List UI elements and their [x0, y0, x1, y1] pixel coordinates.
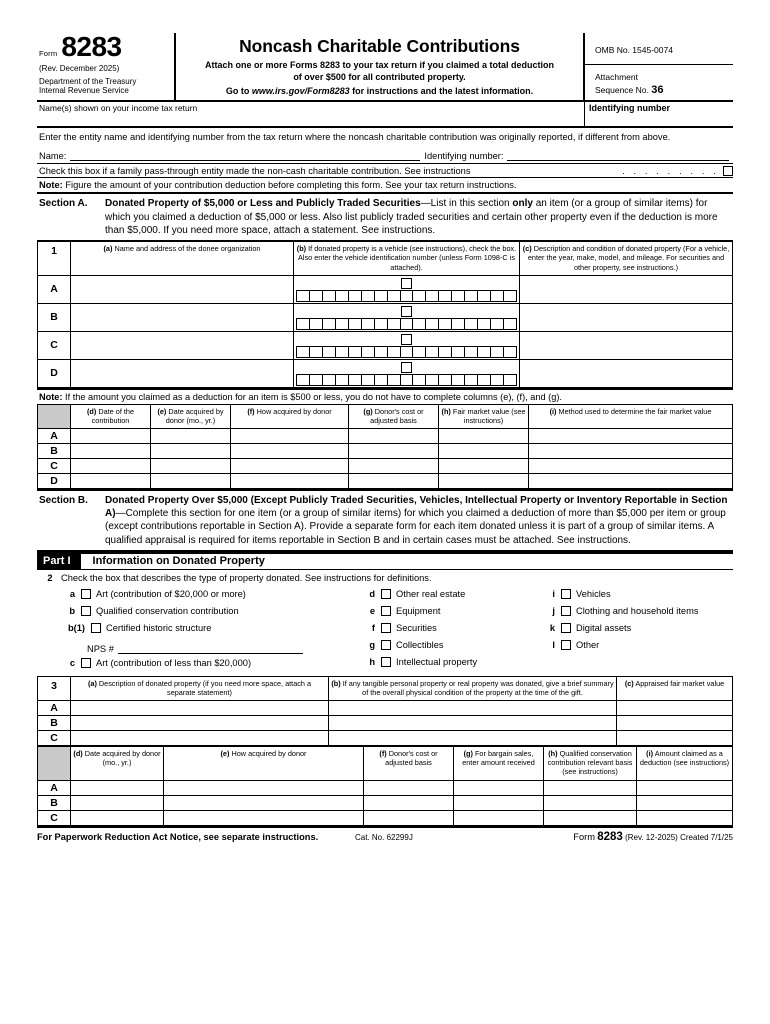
footer-created: Created 7/1/25 [680, 832, 733, 842]
entity-name-row [37, 150, 733, 161]
omb-number: OMB No. 1545-0074 [585, 33, 733, 65]
row-c-donee-input[interactable] [71, 331, 294, 359]
t4-col-f-text: Donor's cost or adjusted basis [385, 749, 438, 768]
checkbox-column-1 [61, 585, 361, 671]
t4-a-f[interactable] [364, 780, 454, 795]
footer-form-number: 8283 [597, 830, 623, 843]
t4-col-e-header [164, 747, 364, 780]
col-a-header [71, 242, 294, 275]
row2-d-h[interactable] [439, 473, 529, 488]
t4-b-f[interactable] [364, 795, 454, 810]
property-type-checkboxes [37, 583, 733, 676]
line3-c-desc[interactable] [71, 731, 329, 746]
table-row [38, 795, 733, 810]
page-title: Noncash Charitable Contributions [239, 36, 520, 56]
goto-suffix: for instructions and the latest information. [352, 86, 534, 97]
row2-d-f[interactable] [231, 473, 349, 488]
t4-a-i[interactable] [637, 780, 733, 795]
t4-b-e[interactable] [164, 795, 364, 810]
form-header [37, 33, 733, 102]
line3-c-cond[interactable] [329, 731, 617, 746]
t4-col-e-text: How acquired by donor [231, 749, 307, 759]
row2-b-e[interactable] [151, 443, 231, 458]
row2-c-h[interactable] [439, 458, 529, 473]
department-line-1: Department of the Treasury [39, 77, 137, 86]
name-field-cell[interactable] [37, 102, 585, 126]
section-b-title: Donated Property Over $5,000 (Except Publicly Traded Securities, Vehicles, Intellectual Property or Inventory Reportable in Section A) [105, 494, 728, 520]
t4-row-label-b: B [38, 795, 71, 810]
table-row [38, 275, 733, 303]
row-a-vin-grid[interactable] [296, 290, 517, 302]
letter-a: a [69, 588, 75, 599]
nps-input[interactable] [118, 643, 303, 654]
form-footer [37, 826, 733, 843]
col-d-text: Date of the contribution [91, 406, 135, 425]
mid-note-label: Note: [39, 391, 63, 402]
t4-col-d-text: Date acquired by donor (mo., yr.) [84, 749, 161, 768]
checkbox-i[interactable] [561, 589, 571, 599]
entity-id-input[interactable] [507, 150, 729, 161]
taxpayer-name-row [37, 102, 733, 128]
checkbox-g[interactable] [381, 640, 391, 650]
leader-dots: . . . . . . . . . [622, 166, 719, 177]
checkbox-k[interactable] [561, 623, 571, 633]
t4-col-e-label: (e) [220, 749, 230, 759]
identifying-number-cell[interactable] [585, 102, 733, 126]
checkbox-l[interactable] [561, 640, 571, 650]
row-d-donee-input[interactable] [71, 359, 294, 387]
line3-b-desc[interactable] [71, 716, 329, 731]
letter-c: c [69, 657, 75, 668]
checkbox-item-d[interactable] [361, 585, 541, 602]
checkbox-item-b1[interactable] [61, 619, 361, 636]
row-label-a: A [38, 275, 71, 303]
line-3-table [37, 676, 733, 746]
note-text: Figure the amount of your contribution deduction before completing this form. See your tax return instructions. [65, 180, 517, 191]
label-f: Securities [396, 622, 437, 633]
identifying-number-label: Identifying number [589, 103, 670, 114]
col-g-label: (g) [363, 406, 373, 416]
line3-col-b-header [329, 677, 617, 701]
section-a-table-1 [37, 242, 733, 387]
table-row [38, 458, 733, 473]
line3-row-label-b: B [38, 716, 71, 731]
t4-col-i-text: Amount claimed as a deduction (see instructions) [639, 749, 730, 768]
row2-b-d[interactable] [71, 443, 151, 458]
table-row [38, 331, 733, 359]
letter-j: j [552, 605, 555, 616]
row2-d-e[interactable] [151, 473, 231, 488]
row-c-vin-grid[interactable] [296, 346, 517, 358]
nps-label: NPS # [87, 644, 114, 655]
t4-col-d-header [71, 747, 164, 780]
t4-col-i-header [637, 747, 733, 780]
table-row [38, 473, 733, 488]
letter-k: k [549, 622, 555, 633]
col-f-text: How acquired by donor [256, 406, 332, 416]
section-a-table-2 [37, 404, 733, 489]
attachment-label: Attachment [595, 72, 638, 82]
table-row [38, 716, 733, 731]
form-title-block [176, 33, 585, 100]
checkbox-item-h[interactable] [361, 653, 541, 670]
checkbox-f[interactable] [381, 623, 391, 633]
checkbox-column-2 [361, 585, 541, 671]
letter-b1: b(1) [67, 622, 85, 633]
line3-c-fmv[interactable] [617, 731, 733, 746]
row2-c-i[interactable] [529, 458, 733, 473]
t4-b-i[interactable] [637, 795, 733, 810]
t4-c-e[interactable] [164, 810, 364, 825]
checkbox-e[interactable] [381, 606, 391, 616]
goto-instruction [180, 86, 579, 96]
t4-c-f[interactable] [364, 810, 454, 825]
table-row [38, 810, 733, 825]
line3-b-cond[interactable] [329, 716, 617, 731]
entity-name-input[interactable] [70, 150, 420, 161]
line3-a-cond[interactable] [329, 701, 617, 716]
entity-instruction: Enter the entity name and identifying number from the tax return where the noncash charitable contribution was originally reported, if different from above. [39, 132, 671, 143]
line3-col-c-header [617, 677, 733, 701]
row2-c-g[interactable] [349, 458, 439, 473]
t4-b-d[interactable] [71, 795, 164, 810]
section-a-title: Donated Property of $5,000 or Less and Publicly Traded Securities [105, 198, 421, 210]
row-d-vehicle-checkbox[interactable] [401, 362, 412, 373]
checkbox-a[interactable] [81, 589, 91, 599]
letter-d: d [369, 588, 375, 599]
col-h-label: (h) [441, 406, 451, 416]
t4-c-i[interactable] [637, 810, 733, 825]
t4-c-d[interactable] [71, 810, 164, 825]
label-h: Intellectual property [396, 656, 478, 667]
row2-c-e[interactable] [151, 458, 231, 473]
checkbox-item-c[interactable] [61, 654, 361, 671]
checkbox-item-e[interactable] [361, 602, 541, 619]
row-c-description-input[interactable] [520, 331, 733, 359]
line3-col-b-label: (b) [331, 679, 341, 689]
line3-row-label-a: A [38, 701, 71, 716]
table-row [38, 359, 733, 387]
label-l: Other [576, 639, 600, 650]
line-2-row [37, 570, 733, 583]
row2-b-f[interactable] [231, 443, 349, 458]
row-c-vin-cell[interactable] [294, 331, 520, 359]
note-label: Note: [39, 180, 63, 191]
col-d-label: (d) [86, 406, 97, 416]
line3-col-a-label: (a) [87, 679, 97, 689]
t4-row-label-a: A [38, 780, 71, 795]
line3-a-desc[interactable] [71, 701, 329, 716]
label-k: Digital assets [576, 622, 632, 633]
footer-form-word: Form [573, 831, 595, 842]
row2-d-d[interactable] [71, 473, 151, 488]
t4-col-g-label: (g) [463, 749, 473, 759]
checkbox-d[interactable] [381, 589, 391, 599]
t4-row-label-c: C [38, 810, 71, 825]
deduction-note [37, 177, 733, 194]
row2-c-d[interactable] [71, 458, 151, 473]
checkbox-item-i[interactable] [541, 585, 733, 602]
section-a-label: Section A. [39, 198, 88, 210]
section-a-only: only [512, 198, 533, 210]
checkbox-j[interactable] [561, 606, 571, 616]
section-b-label: Section B. [39, 494, 88, 506]
line3-a-fmv[interactable] [617, 701, 733, 716]
corner-cell [38, 404, 71, 428]
label-g: Collectibles [396, 639, 444, 650]
table-row [38, 780, 733, 795]
entity-id-label: Identifying number: [424, 151, 504, 162]
part-1-table-4 [37, 746, 733, 825]
row2-a-d[interactable] [71, 428, 151, 443]
t4-col-g-text: For bargain sales, enter amount received [462, 749, 535, 768]
table-row [38, 443, 733, 458]
omb-block [585, 33, 733, 100]
col-c-label: (c) [522, 244, 532, 254]
col-e-label: (e) [157, 406, 167, 416]
checkbox-item-l[interactable] [541, 636, 733, 653]
checkbox-item-a[interactable] [61, 585, 361, 602]
row2-label-d: D [38, 473, 71, 488]
row2-label-c: C [38, 458, 71, 473]
row-b-vehicle-checkbox[interactable] [401, 306, 412, 317]
col-h-header [439, 404, 529, 428]
row-d-vin-grid[interactable] [296, 374, 517, 386]
form-number: 8283 [61, 31, 122, 62]
col-e-text: Date acquired by donor (mo., yr.) [165, 406, 224, 425]
line-1-number: 1 [38, 242, 71, 275]
checkbox-b1[interactable] [91, 623, 101, 633]
letter-i: i [552, 588, 555, 599]
col-b-text: If donated property is a vehicle (see instructions), check the box. Also enter the vehicle identification number (unless Form 1098-C is attached). [298, 244, 517, 272]
part-1-table-4-header [38, 747, 733, 780]
checkbox-h[interactable] [381, 657, 391, 667]
line-2-number: 2 [47, 573, 53, 584]
t4-col-i-label: (i) [646, 749, 654, 759]
department-line-2: Internal Revenue Service [39, 86, 129, 96]
checkbox-c[interactable] [81, 658, 91, 668]
part-1-title: Information on Donated Property [92, 555, 265, 568]
attach-instruction-line-2: of over $500 for all contributed property. [293, 71, 466, 82]
row2-a-e[interactable] [151, 428, 231, 443]
attach-instruction-line-1: Attach one or more Forms 8283 to your tax return if you claimed a total deduction [204, 60, 555, 70]
t4-col-h-text: Qualified conservation contribution relevant basis (see instructions) [547, 749, 633, 777]
col-g-text: Donor's cost or adjusted basis [370, 406, 424, 425]
col-h-text: Fair market value (see instructions) [452, 406, 526, 425]
t4-col-d-label: (d) [73, 749, 83, 759]
checkbox-b[interactable] [81, 606, 91, 616]
row2-b-h[interactable] [439, 443, 529, 458]
label-c: Art (contribution of less than $20,000) [96, 657, 252, 668]
t4-c-h[interactable] [544, 810, 637, 825]
family-passthrough-text: Check this box if a family pass-through entity made the non-cash charitable contribution. See instructions [39, 166, 471, 177]
irs-url: www.irs.gov/Form8283 [251, 86, 350, 97]
t4-b-h[interactable] [544, 795, 637, 810]
t4-col-h-header [544, 747, 637, 780]
row-a-donee-input[interactable] [71, 275, 294, 303]
row-a-vehicle-checkbox[interactable] [401, 278, 412, 289]
line3-col-a-text: Description of donated property (if you need more space, attach a separate statement) [98, 679, 312, 698]
checkbox-item-j[interactable] [541, 602, 733, 619]
row-label-b: B [38, 303, 71, 331]
col-f-header [231, 404, 349, 428]
family-passthrough-row [37, 163, 733, 177]
checkbox-column-3 [541, 585, 733, 671]
col-i-header [529, 404, 733, 428]
t4-a-e[interactable] [164, 780, 364, 795]
section-b-body: —Complete this section for one item (or a group of similar items) for which you claimed a deduction of more than $5,000 per item or group (except contributions reportable in Section A). Provide a separate form for each item donated unless it is part of a group of similar items. A qualified appraisal is required for items reportable in Section B and in certain cases must be attached. See instructions. [105, 508, 726, 546]
section-b-heading [37, 489, 733, 552]
col-a-text: Name and address of the donee organization [114, 244, 261, 254]
catalog-number: Cat. No. 62299J [355, 832, 413, 842]
table-row [38, 303, 733, 331]
line3-col-b-text: If any tangible personal property or real property was donated, give a brief summary of the overall physical condition of the property at the time of the gift. [342, 679, 614, 698]
name-field-label: Name(s) shown on your income tax return [39, 103, 198, 114]
row2-label-a: A [38, 428, 71, 443]
line3-row-label-c: C [38, 731, 71, 746]
line-2-text: Check the box that describes the type of property donated. See instructions for definitions. [61, 573, 432, 584]
footer-form-id [540, 831, 733, 843]
form-word-label: Form [39, 49, 58, 58]
t4-a-h[interactable] [544, 780, 637, 795]
table-row [38, 701, 733, 716]
line3-col-c-label: (c) [624, 679, 634, 689]
col-e-header [151, 404, 231, 428]
row-c-vehicle-checkbox[interactable] [401, 334, 412, 345]
section-a-heading [37, 194, 733, 242]
family-passthrough-checkbox[interactable] [723, 166, 733, 176]
checkbox-item-b[interactable] [61, 602, 361, 619]
mid-note-text: If the amount you claimed as a deduction for an item is $500 or less, you do not have to complete columns (e), (f), and (g). [65, 391, 562, 402]
checkbox-item-f[interactable] [361, 619, 541, 636]
label-a: Art (contribution of $20,000 or more) [96, 588, 246, 599]
t4-b-g[interactable] [454, 795, 544, 810]
row2-a-h[interactable] [439, 428, 529, 443]
row2-a-g[interactable] [349, 428, 439, 443]
t4-col-f-label: (f) [379, 749, 387, 759]
checkbox-item-k[interactable] [541, 619, 733, 636]
col-i-text: Method used to determine the fair market value [558, 406, 712, 416]
col-a-label: (a) [103, 244, 113, 254]
letter-b: b [69, 605, 75, 616]
letter-l: l [552, 639, 555, 650]
table-row [38, 731, 733, 746]
row2-a-f[interactable] [231, 428, 349, 443]
row2-b-g[interactable] [349, 443, 439, 458]
nps-row [61, 636, 361, 654]
corner-cell-2 [38, 747, 71, 780]
label-b1: Certified historic structure [106, 622, 212, 633]
section-a-dash: —List in this section [420, 198, 513, 210]
table-row [38, 428, 733, 443]
letter-g: g [369, 639, 375, 650]
row2-c-f[interactable] [231, 458, 349, 473]
section-a-body: an item (or a group of similar items) for which you claimed a deduction of $5,000 or less. Also list publicly traded securities and certain other property even if the deduction is more than $5,000. If you need more space, attach a statement. See instructions. [105, 198, 718, 237]
letter-e: e [369, 605, 375, 616]
t4-a-d[interactable] [71, 780, 164, 795]
col-d-header [71, 404, 151, 428]
row2-d-g[interactable] [349, 473, 439, 488]
row-b-vin-grid[interactable] [296, 318, 517, 330]
row-d-description-input[interactable] [520, 359, 733, 387]
row2-d-i[interactable] [529, 473, 733, 488]
checkbox-item-g[interactable] [361, 636, 541, 653]
part-1-label: Part I [37, 554, 81, 569]
row-a-description-input[interactable] [520, 275, 733, 303]
row-label-d: D [38, 359, 71, 387]
col-i-label: (i) [549, 406, 557, 416]
line3-b-fmv[interactable] [617, 716, 733, 731]
part-1-bar [37, 552, 733, 570]
line3-col-c-text: Appraised fair market value [635, 679, 725, 689]
form-identity-block [37, 33, 176, 100]
line-3-number: 3 [38, 677, 71, 701]
form-revision-date: (Rev. December 2025) [39, 64, 120, 73]
col-b-header [294, 242, 520, 275]
row2-a-i[interactable] [529, 428, 733, 443]
row-a-vin-cell[interactable] [294, 275, 520, 303]
letter-h: h [369, 656, 375, 667]
section-a-table-1-header [38, 242, 733, 275]
t4-col-g-header [454, 747, 544, 780]
paperwork-notice: For Paperwork Reduction Act Notice, see separate instructions. [37, 831, 319, 842]
label-j: Clothing and household items [576, 605, 699, 616]
section-a-mid-note [37, 388, 733, 404]
line-3-header [38, 677, 733, 701]
row-b-donee-input[interactable] [71, 303, 294, 331]
sequence-number: 36 [651, 84, 664, 97]
goto-prefix: Go to [225, 86, 250, 97]
t4-col-f-header [364, 747, 454, 780]
label-d: Other real estate [396, 588, 466, 599]
footer-revision: (Rev. 12-2025) [625, 832, 678, 842]
t4-a-g[interactable] [454, 780, 544, 795]
label-e: Equipment [396, 605, 441, 616]
attachment-sequence [585, 65, 733, 100]
label-b: Qualified conservation contribution [96, 605, 239, 616]
row2-b-i[interactable] [529, 443, 733, 458]
entity-name-label: Name: [39, 151, 67, 162]
row-label-c: C [38, 331, 71, 359]
label-i: Vehicles [576, 588, 611, 599]
row-b-description-input[interactable] [520, 303, 733, 331]
col-c-text: Description and condition of donated property (For a vehicle, enter the year, make, model, and mileage. For securities and other property, see instructions.) [527, 244, 730, 272]
t4-col-h-label: (h) [548, 749, 558, 759]
t4-c-g[interactable] [454, 810, 544, 825]
row2-label-b: B [38, 443, 71, 458]
row-b-vin-cell[interactable] [294, 303, 520, 331]
col-b-label: (b) [296, 244, 307, 254]
sequence-label: Sequence No. [595, 85, 649, 96]
section-a-table-2-header [38, 404, 733, 428]
line3-col-a-header [71, 677, 329, 701]
row-d-vin-cell[interactable] [294, 359, 520, 387]
col-g-header [349, 404, 439, 428]
letter-f: f [371, 622, 375, 633]
col-f-label: (f) [247, 406, 255, 416]
col-c-header [520, 242, 733, 275]
